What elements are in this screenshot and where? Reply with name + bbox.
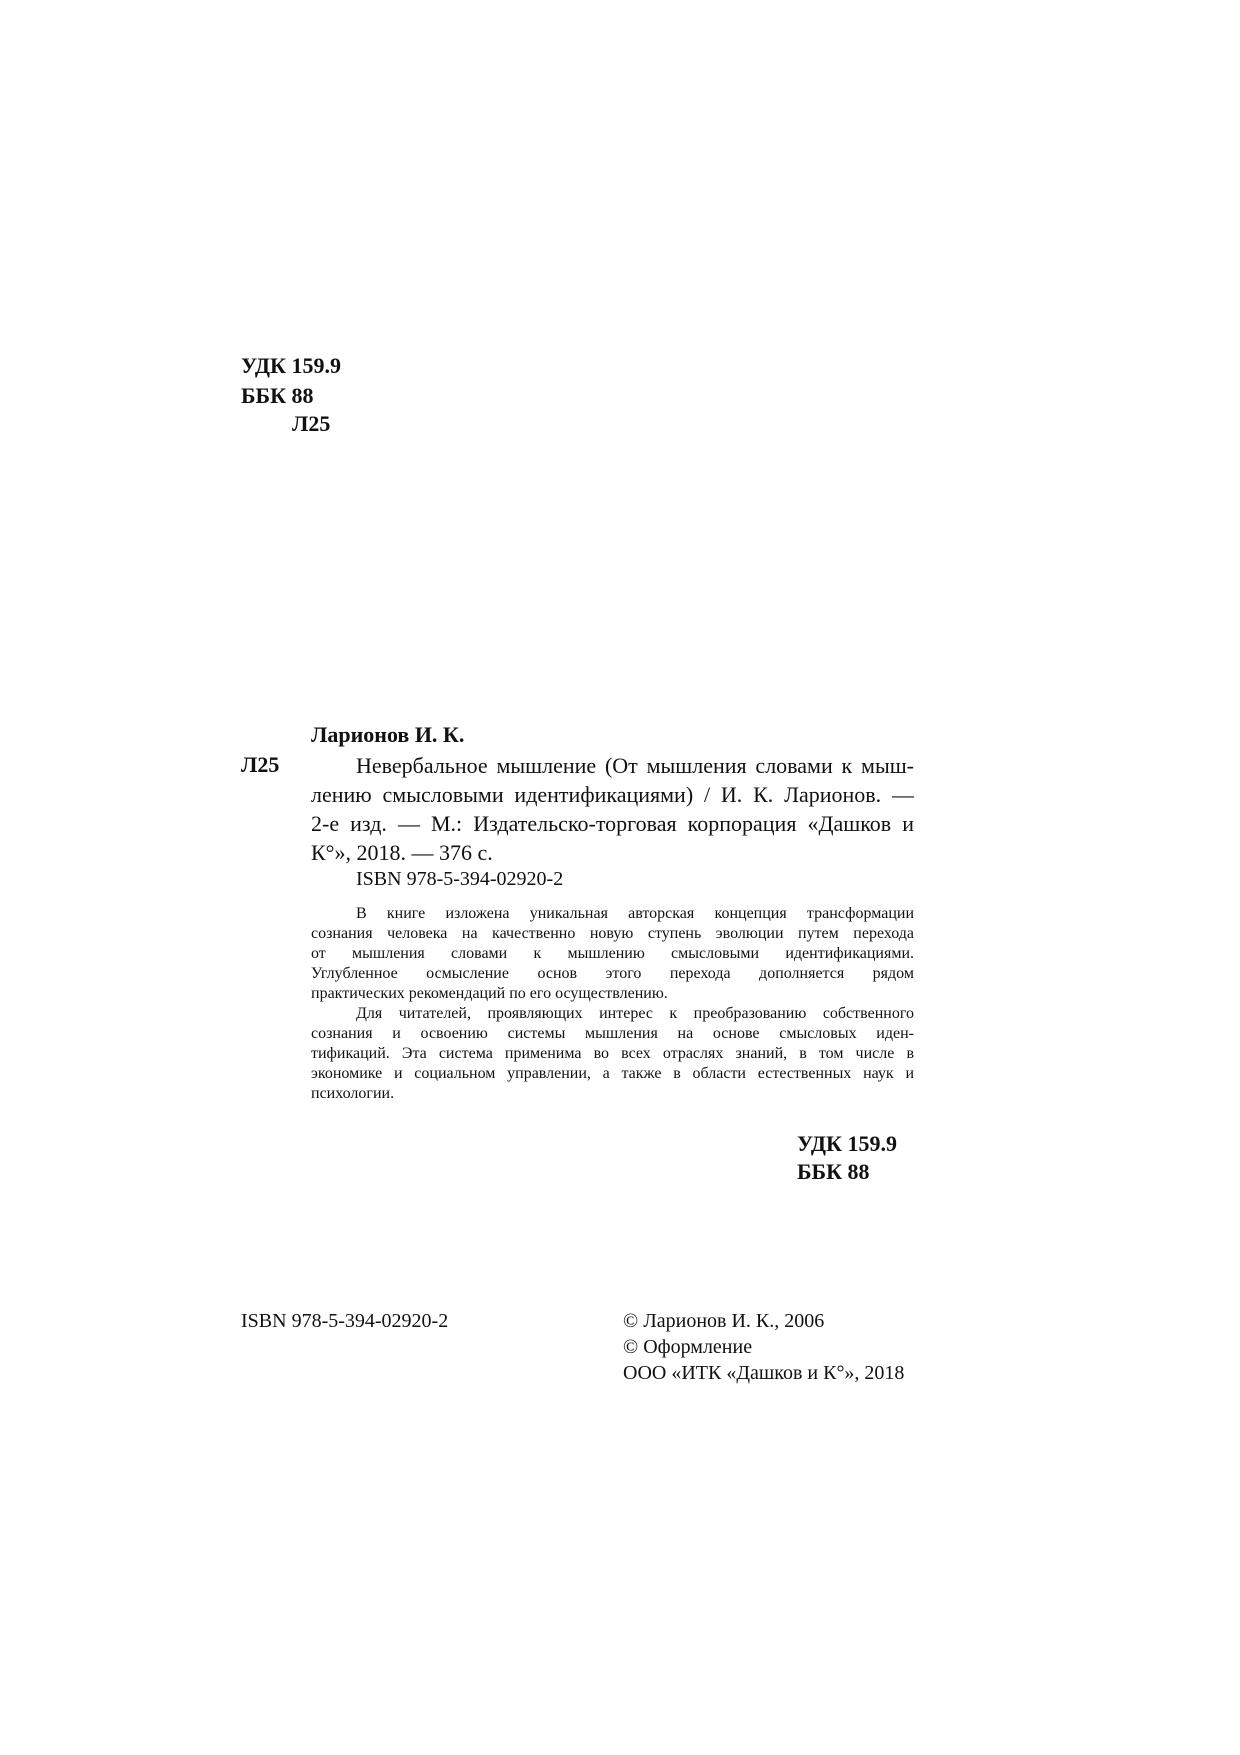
annotation-line: от мышления словами к мышлению смысловыми идентификациями. xyxy=(311,945,914,962)
record-author-code: Л25 xyxy=(241,752,280,777)
description-line: Невербальное мышление (От мышления словами к мыш- xyxy=(356,753,914,778)
copyright-line: © Ларионов И. К., 2006 xyxy=(623,1310,825,1332)
copyright-line: © Оформление xyxy=(623,1336,753,1358)
bottom-udk-code: УДК 159.9 xyxy=(797,1131,898,1156)
top-author-code: Л25 xyxy=(292,411,331,436)
top-udk-code: УДК 159.9 xyxy=(241,353,342,378)
annotation xyxy=(311,904,914,1104)
description-line: К°», 2018. — 376 с. xyxy=(311,840,493,865)
annotation-line: сознания и освоению системы мышления на основе смысловых иден- xyxy=(311,1025,914,1042)
bibliographic-description xyxy=(311,751,914,867)
bottom-bbk-code: ББК 88 xyxy=(797,1159,870,1184)
description-line: лению смысловыми идентификациями) / И. К. Ларионов. — xyxy=(311,782,914,807)
description-line: 2-е изд. — М.: Издательско-торговая корпорация «Дашков и xyxy=(311,811,914,836)
record-author: Ларионов И. К. xyxy=(311,722,465,747)
annotation-line: Для читателей, проявляющих интерес к преобразованию собственного xyxy=(356,1005,914,1022)
annotation-line: экономике и социальном управлении, а также в области естественных наук и xyxy=(311,1065,914,1082)
annotation-line: сознания человека на качественно новую ступень эволюции путем перехода xyxy=(311,925,914,942)
annotation-line: тификаций. Эта система применима во всех отраслях знаний, в том числе в xyxy=(311,1045,914,1062)
annotation-line: В книге изложена уникальная авторская концепция трансформации xyxy=(356,905,914,922)
annotation-line: Углубленное осмысление основ этого перехода дополняется рядом xyxy=(311,965,914,982)
annotation-line: психологии. xyxy=(311,1085,395,1102)
annotation-line: практических рекомендаций по его осуществлению. xyxy=(311,985,668,1002)
top-bbk-code: ББК 88 xyxy=(241,383,314,408)
copyright-line: ООО «ИТК «Дашков и К°», 2018 xyxy=(623,1362,905,1384)
copyright-block xyxy=(623,1308,904,1386)
footer-isbn: ISBN 978-5-394-02920-2 xyxy=(241,1310,449,1332)
record-isbn: ISBN 978-5-394-02920-2 xyxy=(356,868,564,890)
